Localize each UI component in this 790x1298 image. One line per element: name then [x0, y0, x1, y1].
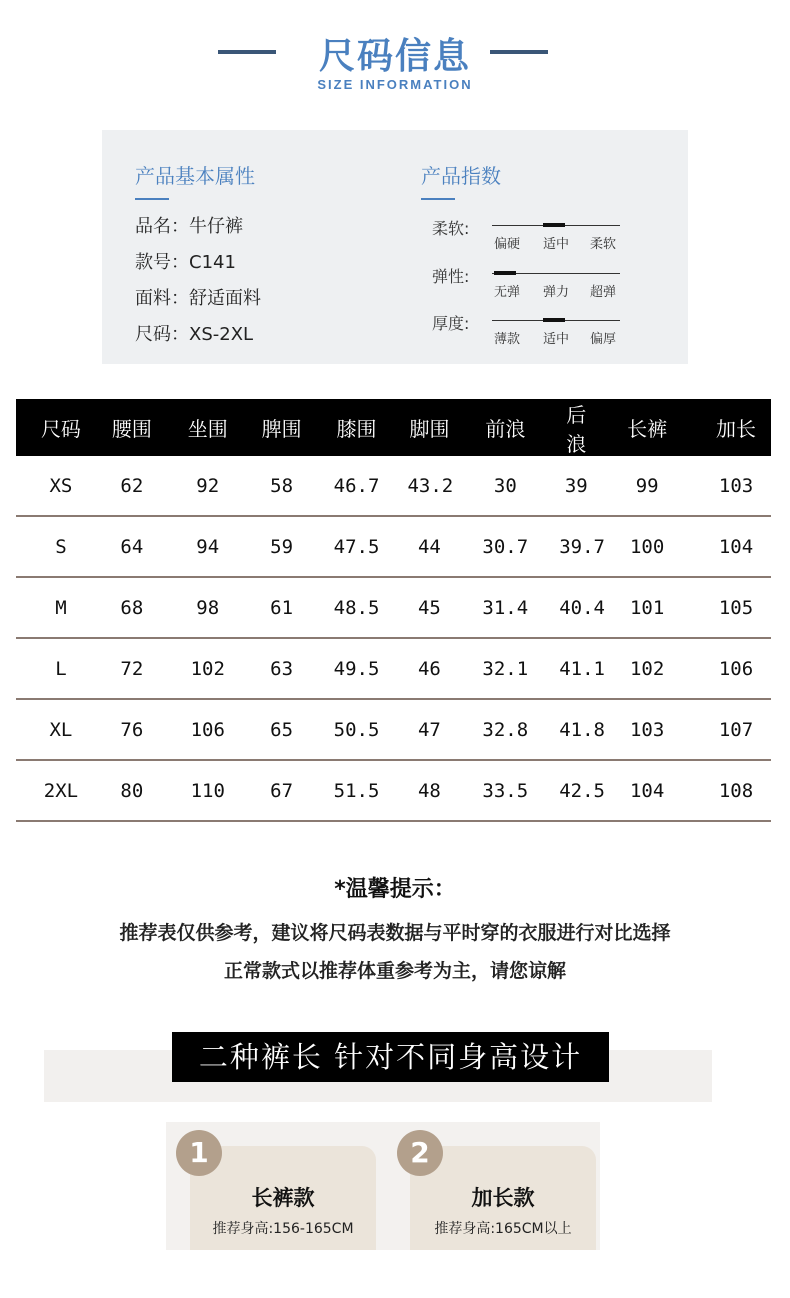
- cell: 68: [120, 596, 144, 619]
- cell: XS: [49, 474, 73, 497]
- cell: 39: [564, 474, 588, 497]
- cell: 59: [270, 535, 294, 558]
- cell: 102: [190, 657, 225, 680]
- tips-line-1: 推荐表仅供参考，建议将尺码表数据与平时穿的衣服进行对比选择: [119, 922, 671, 944]
- cell: 43.2: [407, 474, 454, 497]
- cell: 46: [417, 657, 441, 680]
- thickness-scale: [492, 320, 622, 360]
- cell: 51.5: [333, 779, 380, 802]
- attr-style-number: 款号：C141: [135, 252, 236, 273]
- cell: M: [55, 596, 67, 619]
- attr-product-name: 品名：牛仔裤: [135, 216, 243, 237]
- cell: 104: [718, 535, 754, 558]
- cell: 30.7: [482, 535, 529, 558]
- cell: 62: [120, 474, 144, 497]
- cell: 33.5: [482, 779, 529, 802]
- col-header: 脚围: [409, 417, 450, 441]
- section-header: [0, 28, 790, 98]
- scale-option: 适中: [543, 237, 570, 252]
- card-number-badge: 2: [397, 1130, 443, 1176]
- cell: 58: [270, 474, 294, 497]
- col-header: 后浪: [566, 402, 587, 456]
- cell: 94: [196, 535, 220, 558]
- cell: 106: [190, 718, 225, 741]
- col-header: 长裤: [627, 417, 668, 441]
- cell: 92: [196, 474, 220, 497]
- basic-heading-underline: [135, 198, 169, 200]
- cell: XL: [49, 718, 73, 741]
- softness-label: 柔软:: [432, 219, 470, 238]
- col-header: 脾围: [261, 417, 302, 441]
- card-desc: 推荐身高:165CM以上: [434, 1221, 572, 1237]
- col-header: 尺码: [40, 417, 81, 441]
- cell: 99: [635, 474, 659, 497]
- cell: 104: [629, 779, 665, 802]
- table-row: [16, 761, 771, 822]
- table-row: [16, 456, 771, 517]
- cell: 44: [417, 535, 441, 558]
- cell: 32.1: [482, 657, 529, 680]
- page-subtitle: SIZE INFORMATION: [317, 77, 473, 92]
- elasticity-scale: [492, 273, 622, 313]
- table-row: [16, 639, 771, 700]
- table-row: [16, 517, 771, 578]
- cell: 49.5: [333, 657, 380, 680]
- thickness-label: 厚度:: [432, 314, 470, 333]
- cell: 47.5: [333, 535, 380, 558]
- cell: 98: [196, 596, 220, 619]
- card-number-badge: 1: [176, 1130, 222, 1176]
- col-header: 加长: [716, 417, 757, 441]
- scale-marker: [494, 271, 516, 275]
- cell: 108: [718, 779, 754, 802]
- cell: 31.4: [482, 596, 529, 619]
- index-heading: 产品指数: [421, 164, 501, 188]
- cell: L: [55, 657, 67, 680]
- page-title: 尺码信息: [318, 36, 471, 77]
- cell: 48: [417, 779, 441, 802]
- scale-option: 偏硬: [494, 237, 521, 252]
- cell: 65: [270, 718, 294, 741]
- length-banner: 二种裤长 针对不同身高设计: [172, 1032, 609, 1082]
- col-header: 膝围: [336, 417, 377, 441]
- scale-option: 适中: [543, 332, 570, 347]
- cell: 100: [629, 535, 665, 558]
- scale-option: 弹力: [543, 285, 570, 300]
- table-row: [16, 700, 771, 761]
- cell: 30: [493, 474, 517, 497]
- attr-size-range: 尺码：XS-2XL: [135, 324, 254, 345]
- scale-option: 柔软: [590, 237, 617, 252]
- attr-fabric: 面料：舒适面料: [135, 288, 261, 309]
- cell: 40.4: [559, 596, 605, 619]
- cell: 105: [718, 596, 754, 619]
- cell: 102: [629, 657, 665, 680]
- cell: 101: [629, 596, 665, 619]
- cell: S: [55, 535, 67, 558]
- cell: 103: [629, 718, 665, 741]
- scale-option: 偏厚: [590, 332, 617, 347]
- table-header: [16, 399, 771, 456]
- cell: 67: [270, 779, 294, 802]
- size-table: [16, 399, 771, 822]
- cell: 2XL: [43, 779, 79, 802]
- cell: 61: [270, 596, 294, 619]
- cell: 41.8: [559, 718, 605, 741]
- cell: 47: [417, 718, 441, 741]
- tips-line-2: 正常款式以推荐体重参考为主，请您谅解: [223, 960, 566, 982]
- col-header: 前浪: [485, 417, 526, 441]
- tips-title: *温馨提示：: [334, 877, 456, 902]
- cell: 107: [718, 718, 754, 741]
- cell: 48.5: [333, 596, 380, 619]
- cell: 64: [120, 535, 144, 558]
- scale-option: 无弹: [494, 285, 521, 300]
- cell: 45: [417, 596, 441, 619]
- product-info-panel: [102, 130, 688, 364]
- softness-scale: [492, 225, 622, 265]
- cell: 76: [120, 718, 144, 741]
- cell: 110: [190, 779, 225, 802]
- cell: 80: [120, 779, 144, 802]
- cell: 46.7: [333, 474, 380, 497]
- cell: 41.1: [559, 657, 605, 680]
- scale-marker: [543, 223, 565, 227]
- col-header: 腰围: [111, 417, 152, 441]
- cell: 72: [120, 657, 144, 680]
- card-name: 长裤款: [251, 1186, 315, 1210]
- elasticity-label: 弹性:: [432, 267, 470, 286]
- card-name: 加长款: [471, 1186, 535, 1210]
- index-heading-underline: [421, 198, 455, 200]
- cell: 63: [270, 657, 294, 680]
- scale-option: 薄款: [494, 332, 521, 347]
- cell: 106: [718, 657, 754, 680]
- scale-marker: [543, 318, 565, 322]
- cell: 39.7: [559, 535, 605, 558]
- cell: 103: [718, 474, 754, 497]
- scale-option: 超弹: [590, 285, 617, 300]
- cell: 32.8: [482, 718, 529, 741]
- table-row: [16, 578, 771, 639]
- basic-heading: 产品基本属性: [135, 164, 255, 188]
- col-header: 坐围: [187, 417, 228, 441]
- cell: 42.5: [559, 779, 605, 802]
- card-desc: 推荐身高:156-165CM: [212, 1221, 354, 1237]
- cell: 50.5: [333, 718, 380, 741]
